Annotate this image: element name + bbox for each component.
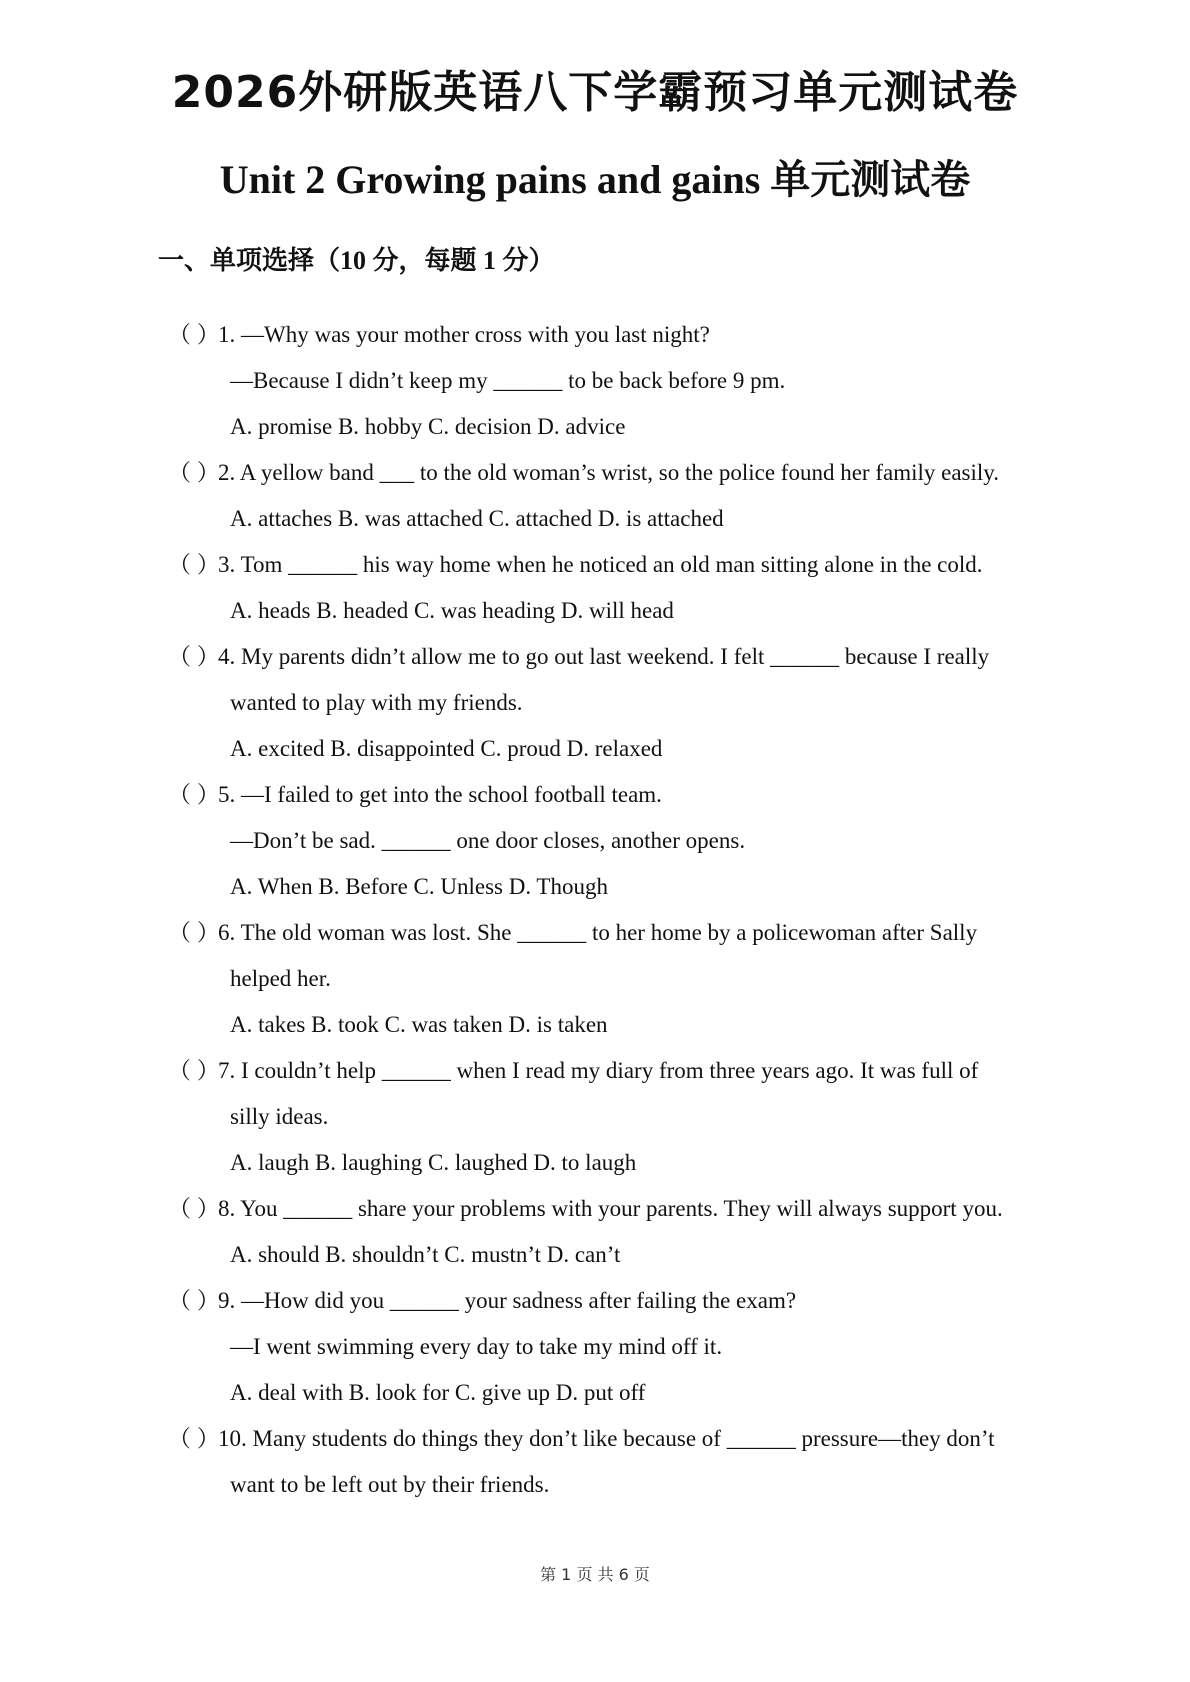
question-stem: 8. You ______ share your problems with your parents. They will always support you. <box>218 1196 1003 1221</box>
answer-blank: （ ） <box>168 322 220 347</box>
question-item <box>168 1048 1048 1186</box>
question-stem: 9. —How did you ______ your sadness after failing the exam? <box>218 1288 797 1313</box>
question-item <box>168 1186 1048 1278</box>
answer-blank: （ ） <box>168 1426 220 1451</box>
answer-blank: （ ） <box>168 1058 220 1083</box>
question-item <box>168 1278 1048 1416</box>
question-stem-line <box>168 312 1048 358</box>
answer-options: A. should B. shouldn’t C. mustn’t D. can’t <box>230 1242 621 1267</box>
answer-blank: （ ） <box>168 1196 220 1221</box>
question-continuation: silly ideas. <box>230 1104 329 1129</box>
question-stem-line <box>168 1416 1048 1462</box>
question-stem: 7. I couldn’t help ______ when I read my diary from three years ago. It was full of <box>218 1058 979 1083</box>
answer-blank: （ ） <box>168 644 220 669</box>
answer-options: A. promise B. hobby C. decision D. advice <box>230 414 626 439</box>
unit-subtitle: Unit 2 Growing pains and gains 单元测试卷 <box>219 157 971 202</box>
question-stem: 3. Tom ______ his way home when he noticed an old man sitting alone in the cold. <box>218 552 983 577</box>
question-item <box>168 542 1048 634</box>
question-item <box>168 450 1048 542</box>
question-item <box>168 772 1048 910</box>
question-item <box>168 910 1048 1048</box>
question-list <box>168 312 1048 1508</box>
answer-options: A. takes B. took C. was taken D. is taken <box>230 1012 608 1037</box>
answer-blank: （ ） <box>168 920 220 945</box>
question-stem: 10. Many students do things they don’t like because of ______ pressure—they don’t <box>218 1426 995 1451</box>
section-heading: 一、单项选择（10 分，每题 1 分） <box>158 246 555 275</box>
answer-blank: （ ） <box>168 460 220 485</box>
page-number: 第 1 页 共 6 页 <box>540 1565 650 1584</box>
question-stem: 1. —Why was your mother cross with you last night? <box>218 322 710 347</box>
question-continuation: —Because I didn’t keep my ______ to be back before 9 pm. <box>230 368 786 393</box>
answer-options: A. laugh B. laughing C. laughed D. to laugh <box>230 1150 637 1175</box>
question-continuation: helped her. <box>230 966 331 991</box>
question-continuation: —Don’t be sad. ______ one door closes, another opens. <box>230 828 746 853</box>
question-stem: 4. My parents didn’t allow me to go out last weekend. I felt ______ because I really <box>218 644 990 669</box>
question-continuation: —I went swimming every day to take my mind off it. <box>230 1334 723 1359</box>
question-continuation: wanted to play with my friends. <box>230 690 523 715</box>
question-stem-line <box>168 1278 1048 1324</box>
question-stem-line <box>168 1186 1048 1232</box>
question-stem-line <box>168 450 1048 496</box>
question-stem: 6. The old woman was lost. She ______ to her home by a policewoman after Sally <box>218 920 978 945</box>
question-stem: 5. —I failed to get into the school football team. <box>218 782 662 807</box>
question-stem-line <box>168 910 1048 956</box>
exam-title: 2026外研版英语八下学霸预习单元测试卷 <box>171 67 1019 118</box>
question-stem-line <box>168 772 1048 818</box>
answer-options: A. excited B. disappointed C. proud D. relaxed <box>230 736 663 761</box>
question-stem: 2. A yellow band ___ to the old woman’s wrist, so the police found her family easily. <box>218 460 1000 485</box>
answer-options: A. deal with B. look for C. give up D. put off <box>230 1380 646 1405</box>
question-stem-line <box>168 1048 1048 1094</box>
answer-options: A. attaches B. was attached C. attached D. is attached <box>230 506 724 531</box>
question-item <box>168 1416 1048 1508</box>
question-item <box>168 634 1048 772</box>
answer-options: A. When B. Before C. Unless D. Though <box>230 874 608 899</box>
answer-options: A. heads B. headed C. was heading D. will head <box>230 598 674 623</box>
answer-blank: （ ） <box>168 782 220 807</box>
question-item <box>168 312 1048 450</box>
answer-blank: （ ） <box>168 552 220 577</box>
question-continuation: want to be left out by their friends. <box>230 1472 550 1497</box>
answer-blank: （ ） <box>168 1288 220 1313</box>
question-stem-line <box>168 542 1048 588</box>
question-stem-line <box>168 634 1048 680</box>
